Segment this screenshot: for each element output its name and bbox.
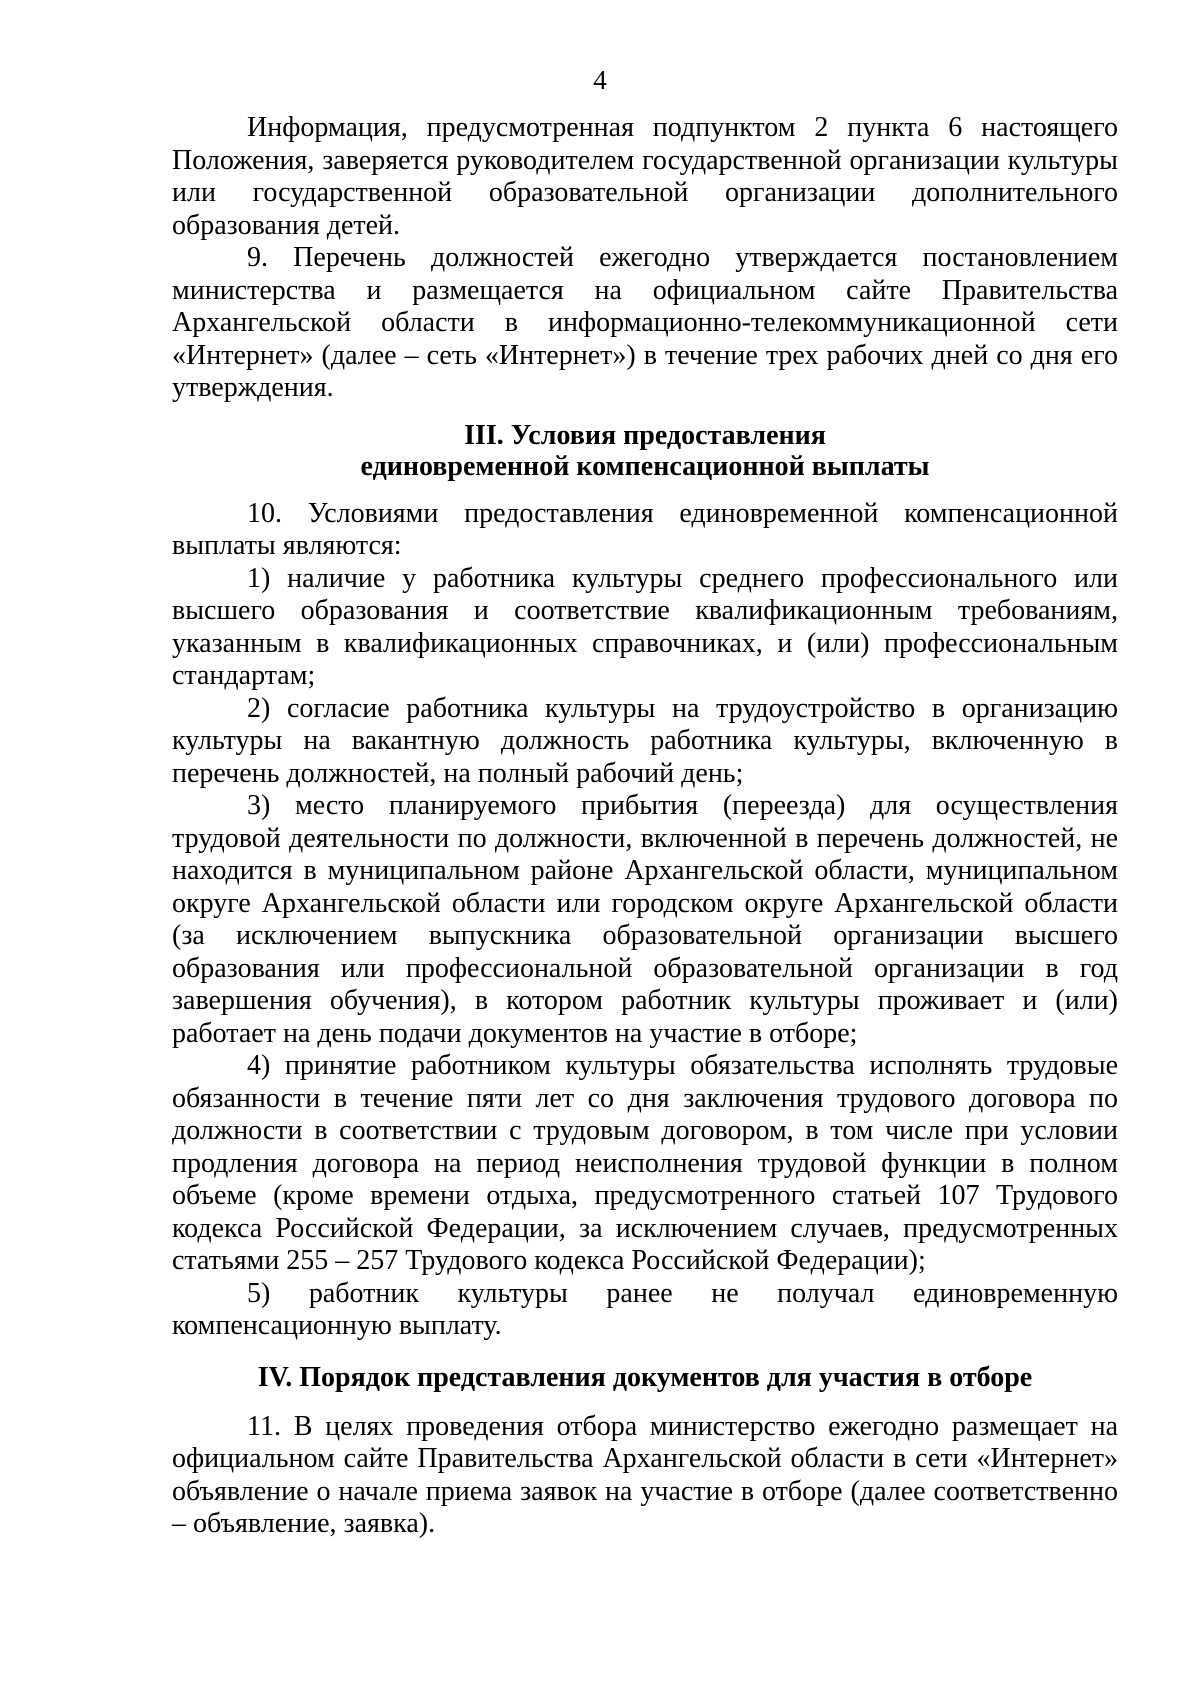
paragraph-info: Информация, предусмотренная подпунктом 2 пункта 6 настоящего Положения, заверяется руководителем государственной организации культуры или государственной образовательной организации дополнительного образования детей. xyxy=(172,112,1118,241)
paragraph-9: 9. Перечень должностей ежегодно утверждается постановлением министерства и размещается на официальном сайте Правительства Архангельской области в информационно-телекоммуникационной сети «Интернет» (далее – сеть «Интернет») в течение трех рабочих дней со дня его утверждения. xyxy=(172,242,1118,403)
paragraph-10: 10. Условиями предоставления единовременной компенсационной выплаты являются: xyxy=(172,497,1118,561)
condition-item-2: 2) согласие работника культуры на трудоустройство в организацию культуры на вакантную должность работника культуры, включенную в перечень должностей, на полный рабочий день; xyxy=(172,692,1118,789)
condition-item-5: 5) работник культуры ранее не получал единовременную компенсационную выплату. xyxy=(172,1277,1118,1341)
page-number: 4 xyxy=(593,65,607,95)
document-body xyxy=(172,112,1118,1541)
section-3-title-line-2: единовременной компенсационной выплаты xyxy=(360,450,930,482)
section-3-heading xyxy=(172,420,1118,482)
condition-item-3: 3) место планируемого прибытия (переезда) для осуществления трудовой деятельности по должности, включенной в перечень должностей, не находится в муниципальном районе Архангельской области, муниципальном округе Архангельской области или городском округе Архангельской области (за исключением выпускника образовательной организации высшего образования или профессиональной образовательной организации в год завершения обучения), в котором работник культуры проживает и (или) работает на день подачи документов на участие в отборе; xyxy=(172,790,1118,1049)
section-4-heading: IV. Порядок представления документов для участия в отборе xyxy=(257,1361,1033,1393)
paragraph-11: 11. В целях проведения отбора министерство ежегодно размещает на официальном сайте Правительства Архангельской области в сети «Интернет» объявление о начале приема заявок на участие в отборе (далее соответственно – объявление, заявка). xyxy=(172,1410,1118,1539)
section-3-title-line-1: III. Условия предоставления xyxy=(464,419,826,451)
condition-item-1: 1) наличие у работника культуры среднего профессионального или высшего образования и соответствие квалификационным требованиям, указанным в квалификационных справочниках, и (или) профессиональным стандартам; xyxy=(172,562,1118,691)
condition-item-4: 4) принятие работником культуры обязательства исполнять трудовые обязанности в течение пяти лет со дня заключения трудового договора по должности в соответствии с трудовым договором, в том числе при условии продления договора на период неисполнения трудовой функции в полном объеме (кроме времени отдыха, предусмотренного статьей 107 Трудового кодекса Российской Федерации, за исключением случаев, предусмотренных статьями 255 – 257 Трудового кодекса Российской Федерации); xyxy=(172,1050,1118,1276)
